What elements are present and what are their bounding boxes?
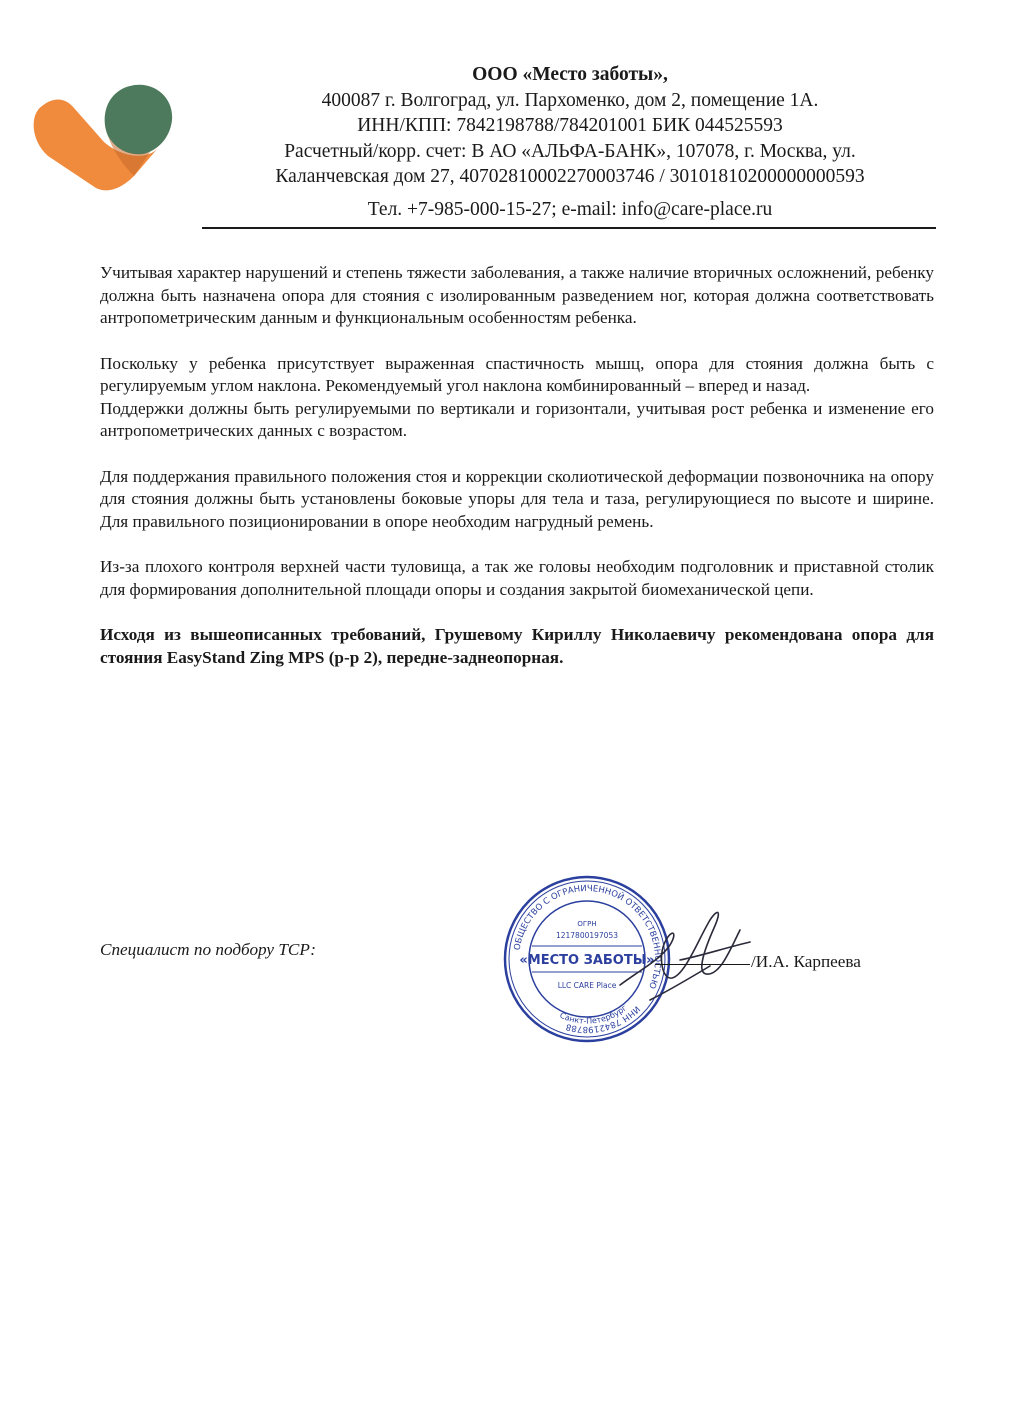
org-address: 400087 г. Волгоград, ул. Пархоменко, дом 2, помещение 1А. xyxy=(321,89,819,111)
stamp-ogrn-label: ОГРН xyxy=(577,920,597,928)
signer-name: /И.А. Карпеева xyxy=(751,952,861,971)
signature-block xyxy=(0,860,1009,1090)
stamp-ogrn: 1217800197053 xyxy=(555,931,619,940)
stamp-inn-text: ИНН 7842198788 xyxy=(564,1003,642,1035)
org-account-line-1: Расчетный/корр. счет: В АО «АЛЬФА-БАНК», 107078, г. Москва, ул. xyxy=(284,140,856,162)
paragraph-4: Для поддержания правильного положения стоя и коррекции сколиотической деформации позвоночника на опору для стояния должны быть установлены боковые упоры для тела и таза, регулирующиеся по высоте и ширине. Для правильного позиционировании в опоре необходим нагрудный ремень. xyxy=(100,466,934,531)
org-account-line-2: Каланчевская дом 27, 40702810002270003746 / 30101810200000000593 xyxy=(275,166,865,187)
handwritten-signature xyxy=(610,890,760,1020)
paragraph-recommendation: Исходя из вышеописанных требований, Грушевому Кириллу Николаевичу рекомендована опора для стояния EasyStand Zing MPS (р-р 2), передне-заднеопорная. xyxy=(100,625,934,667)
org-contacts: Тел. +7-985-000-15-27; e-mail: info@care-place.ru xyxy=(367,198,773,220)
letterhead xyxy=(205,62,935,222)
paragraph-1: Учитывая характер нарушений и степень тяжести заболевания, а также наличие вторичных осложнений, ребенку должна быть назначена опора для стояния с изолированным разведением ног, которая должна соответствовать антропометрическим данным и функциональным особенностям ребенка. xyxy=(100,263,934,327)
paragraph-2: Поскольку у ребенка присутствует выраженная спастичность мышц, опора для стояния должна быть с регулируемым углом наклона. Рекомендуемый угол наклона комбинированный – вперед и назад. xyxy=(100,353,934,395)
header-divider xyxy=(202,227,936,229)
stamp-outer-text: ОБЩЕСТВО С ОГРАНИЧЕННОЙ ОТВЕТСТВЕННОСТЬЮ xyxy=(512,883,663,990)
stamp-latin-name: LLC CARE Place xyxy=(557,981,617,990)
specialist-label: Специалист по подбору ТСР: xyxy=(100,940,317,959)
org-inn: ИНН/КПП: 7842198788/784201001 БИК 044525593 xyxy=(357,115,783,136)
stamp-company-name: «МЕСТО ЗАБОТЫ» xyxy=(519,953,655,968)
logo-green-shape xyxy=(105,85,172,155)
letter-body xyxy=(100,262,934,669)
signature-line xyxy=(655,964,750,965)
paragraph-3: Поддержки должны быть регулируемыми по вертикали и горизонтали, учитывая рост ребенка и изменение его антропометрических данных с возрастом. xyxy=(100,398,934,440)
company-logo-icon xyxy=(26,78,176,193)
stamp-city: Санкт-Петербург xyxy=(558,1003,629,1026)
org-name: ООО «Место заботы», xyxy=(472,64,668,85)
paragraph-5: Из-за плохого контроля верхней части туловища, а так же головы необходим подголовник и приставной столик для формирования дополнительной площади опоры и создания закрытой биомеханической цепи. xyxy=(100,557,934,599)
